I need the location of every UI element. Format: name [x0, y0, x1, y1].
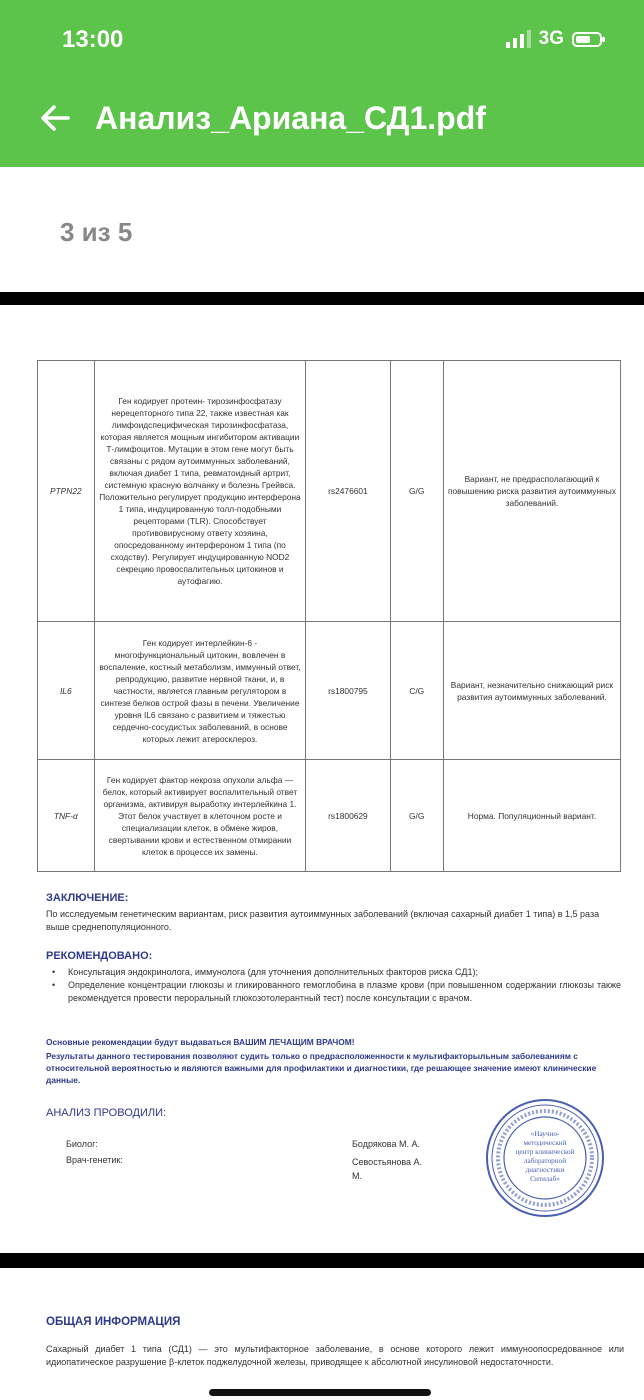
description-cell: Ген кодирует интерлейкин-6 - многофункциональный цитокин, вовлечен в воспаление, костный метаболизм, иммунный ответ, репродукцию, развитие нервной ткани, и, в частности, является главным регулятором в синтезе белков острой фазы в печени. Увеличение уровня IL6 связано с развитием и тяжестью сердечно-сосудистых заболеваний, в основе которых лежит атеросклероз.: [94, 622, 306, 760]
notice-disclaimer: Результаты данного тестирования позволяют судить только о предрасположенности к мультифакторыльным заболеваниям с относительной вероятностью и являются важными для профилактики и диагностики, где решающее значение имеют клинические данные.: [46, 1051, 597, 1085]
geneticist-name: Севостьянова А. М.: [352, 1157, 423, 1181]
notice-line: Основные рекомендации будут выдаваться ВАШИМ ЛЕЧАЩИМ ВРАЧОМ!: [46, 1037, 355, 1047]
genotype-cell: G/G: [390, 361, 443, 622]
stamp-line: методический: [523, 1139, 567, 1147]
biologist-label: Биолог:: [66, 1139, 98, 1149]
conclusion-text: По исследуемым генетическим вариантам, риск развития аутоиммунных заболеваний (включая сахарный диабет 1 типа) в 1,5 раза выше среднепопуляционного.: [46, 909, 600, 932]
status-time: 13:00: [62, 26, 124, 53]
document-title: Анализ_Ариана_СД1.pdf: [95, 100, 486, 136]
result-cell: Норма. Популяционный вариант.: [443, 760, 620, 872]
page-indicator: 3 из 5: [60, 217, 133, 247]
stamp-line: Ситилаб»: [530, 1175, 560, 1183]
app-header: [0, 0, 644, 167]
recommended-list: [46, 966, 621, 1005]
biologist-name: Бодрякова М. А.: [352, 1139, 420, 1149]
recommended-heading: РЕКОМЕНДОВАНО:: [46, 950, 153, 962]
pdf-page[interactable]: [0, 1268, 644, 1400]
stamp-line: лабораторной: [523, 1157, 567, 1165]
rs-cell: rs2476601: [306, 361, 390, 622]
stamp-line: «Научно-: [530, 1130, 560, 1138]
gene-cell: PTPN22: [38, 361, 95, 622]
general-info-text: Сахарный диабет 1 типа (СД1) — это мультифакторное заболевание, в основе которого лежит иммуноопосредованное или идиопатическое разрушение β-клеток поджелудочной железы, приводящее к абсолютной инсулиновой недостаточности.: [46, 1344, 624, 1367]
stamp-line: диагностики: [525, 1166, 565, 1174]
list-item: • Консультация эндокринолога, иммунолога (для уточнения дополнительных факторов риска СД1);: [46, 966, 621, 979]
table-row: [38, 622, 621, 760]
performed-heading: АНАЛИЗ ПРОВОДИЛИ:: [46, 1107, 167, 1119]
geneticist-label: Врач-генетик:: [66, 1155, 123, 1165]
result-cell: Вариант, незначительно снижающий риск развития аутоиммунных заболеваний.: [443, 622, 620, 760]
back-arrow-icon[interactable]: [38, 101, 72, 135]
signal-icon: [506, 30, 531, 48]
rs-cell: rs1800795: [306, 622, 390, 760]
genotype-cell: G/G: [390, 760, 443, 872]
table-row: [38, 760, 621, 872]
status-indicators: [506, 28, 602, 50]
network-label: 3G: [538, 28, 564, 49]
list-item: • Определение концентрации глюкозы и гликированного гемоглобина в плазме крови (при повышенном содержании глюкозы также рекомендуется провести пероральный глюкозотолерантный тест) после консультации с врачом.: [46, 979, 621, 1005]
description-cell: Ген кодирует фактор некроза опухоли альфа — белок, который активирует воспалительный ответ организма, активируя выработку интерлейкина 1. Этот белок участвует в клеточном росте и специализации клеток, в обмене жиров, свертывании крови и естественном отмирании клеток в процессе их замены.: [94, 760, 306, 872]
pdf-page[interactable]: [0, 305, 644, 1253]
home-indicator[interactable]: [209, 1389, 431, 1396]
gene-cell: IL6: [38, 622, 95, 760]
table-row: [38, 361, 621, 622]
organization-stamp: [484, 1097, 606, 1219]
genetics-table: [37, 360, 621, 872]
genotype-cell: C/G: [390, 622, 443, 760]
result-cell: Вариант, не предрасполагающий к повышению риска развития аутоиммунных заболеваний.: [443, 361, 620, 622]
stamp-line: центр клинической: [515, 1148, 575, 1156]
general-info-heading: ОБЩАЯ ИНФОРМАЦИЯ: [46, 1316, 181, 1328]
gene-cell: TNF-α: [38, 760, 95, 872]
conclusion-heading: ЗАКЛЮЧЕНИЕ:: [46, 892, 129, 904]
description-cell: Ген кодирует протеин- тирозинфосфатазу нерецепторного типа 22, также известная как лимфоидспецифическая тирозинфосфатаза, которая является мощным ингибитором активации Т-лимфоцитов. Мутации в этом гене могут быть связаны с рядом аутоиммунных заболеваний, включая диабет 1 типа, ревматоидный артрит, системную красную волчанку и болезнь Грейвса. Положительно регулирует продукцию интерферона 1 типа, индуцированную толл-подобными рецепторами (TLR). Способствует противовирусному ответу хозяина, опосредованному интерфероном 1 типа (по сходству). Регулирует индуцированную NOD2 секрецию провоспалительных цитокинов и аутофагию.: [94, 361, 306, 622]
battery-icon: [572, 32, 602, 47]
rs-cell: rs1800629: [306, 760, 390, 872]
